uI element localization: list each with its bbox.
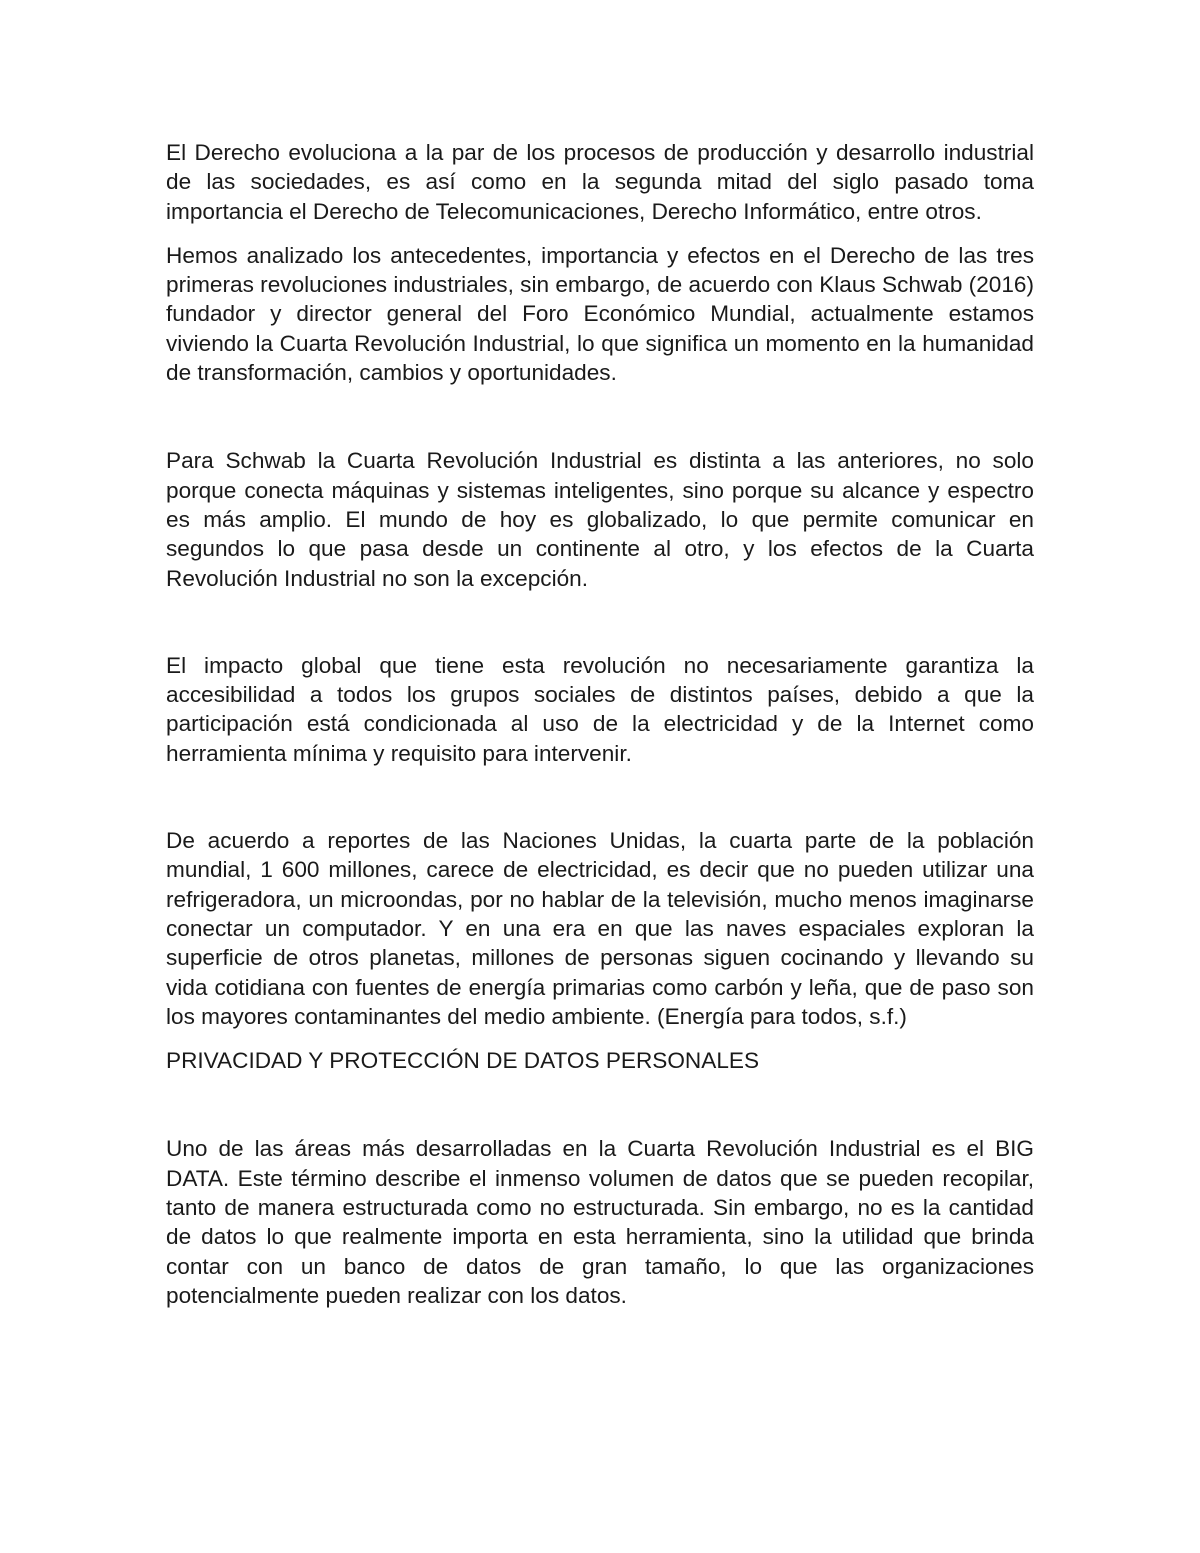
spacer (166, 226, 1034, 241)
paragraph-4: El impacto global que tiene esta revolución no necesariamente garantiza la accesibilidad a todos los grupos sociales de distintos países, debido a que la participación está condicionada al uso de la electricidad y de la Internet como herramienta mínima y requisito para intervenir. (166, 652, 1034, 766)
paragraph-2: Hemos analizado los antecedentes, importancia y efectos en el Derecho de las tres primeras revoluciones industriales, sin embargo, de acuerdo con Klaus Schwab (2016) fundador y director general del Foro Económico Mundial, actualmente estamos viviendo la Cuarta Revolución Industrial, lo que significa un momento en la humanidad de transformación, cambios y oportunidades. (166, 242, 1034, 386)
document-body (166, 138, 1034, 1310)
spacer (166, 1075, 1034, 1134)
paragraph-5: De acuerdo a reportes de las Naciones Unidas, la cuarta parte de la población mundial, 1 600 millones, carece de electricidad, es decir que no pueden utilizar una refrigeradora, un microondas, por no hablar de la televisión, mucho menos imaginarse conectar un computador. Y en una era en que las naves espaciales exploran la superficie de otros planetas, millones de personas siguen cocinando y llevando su vida cotidiana con fuentes de energía primarias como carbón y leña, que de paso son los mayores contaminantes del medio ambiente. (Energía para todos, s.f.) (166, 828, 1034, 1029)
paragraph-1: El Derecho evoluciona a la par de los procesos de producción y desarrollo industrial de las sociedades, es así como en la segunda mitad del siglo pasado toma importancia el Derecho de Telecomunicaciones, Derecho Informático, entre otros. (166, 140, 1034, 224)
section-paragraph: Uno de las áreas más desarrolladas en la Cuarta Revolución Industrial es el BIG DATA. Este término describe el inmenso volumen de datos que se pueden recopilar, tanto de manera estructurada como no estructurada. Sin embargo, no es la cantidad de datos lo que realmente importa en esta herramienta, sino la utilidad que brinda contar con un banco de datos de gran tamaño, lo que las organizaciones potencialmente pueden realizar con los datos. (166, 1136, 1034, 1308)
spacer (166, 1031, 1034, 1046)
spacer (166, 768, 1034, 826)
section-heading: PRIVACIDAD Y PROTECCIÓN DE DATOS PERSONALES (166, 1048, 760, 1074)
spacer (166, 387, 1034, 446)
spacer (166, 593, 1034, 651)
paragraph-3: Para Schwab la Cuarta Revolución Industrial es distinta a las anteriores, no solo porque conecta máquinas y sistemas inteligentes, sino porque su alcance y espectro es más amplio. El mundo de hoy es globalizado, lo que permite comunicar en segundos lo que pasa desde un continente al otro, y los efectos de la Cuarta Revolución Industrial no son la excepción. (166, 448, 1034, 591)
